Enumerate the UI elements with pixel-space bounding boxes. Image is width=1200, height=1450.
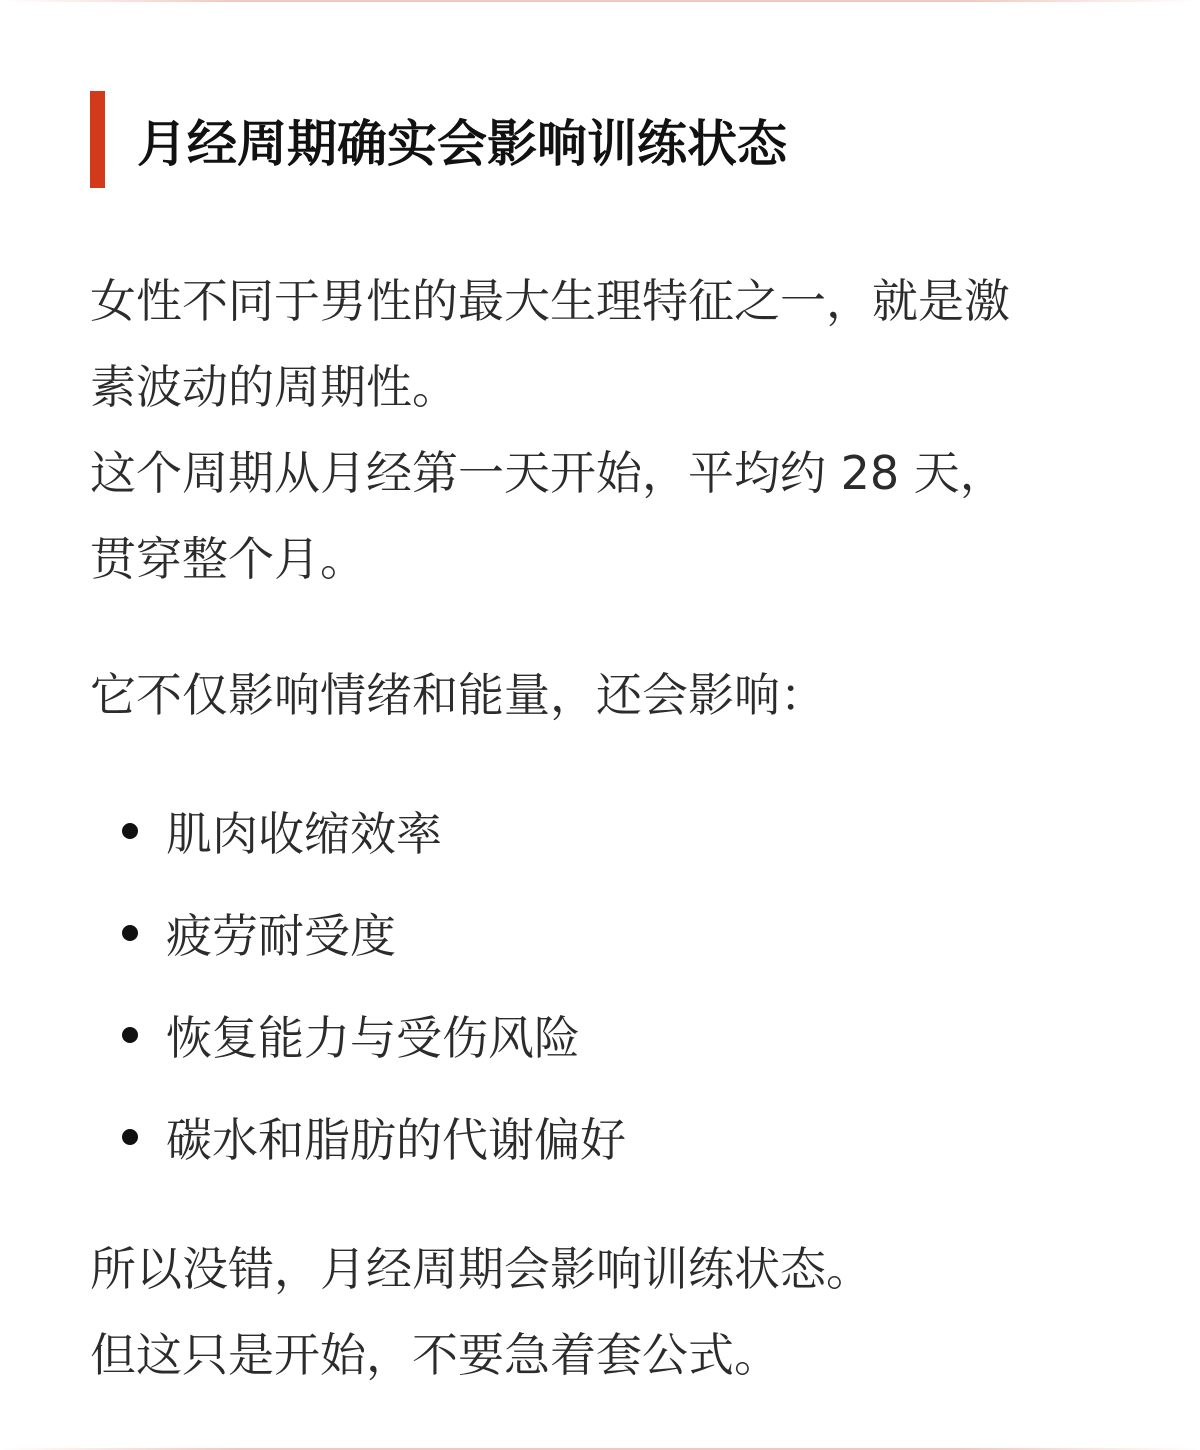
list-item	[118, 1086, 1098, 1188]
list-item	[118, 984, 1098, 1086]
effects-list	[118, 780, 1098, 1188]
list-item-text: 肌肉收缩效率	[166, 807, 442, 861]
paragraph-intro	[90, 258, 1110, 430]
top-divider	[0, 0, 1200, 2]
paragraph-effects-intro	[90, 652, 1110, 738]
heading-accent-bar	[90, 91, 105, 188]
section-heading	[90, 91, 1110, 188]
paragraph-line: 但这只是开始，不要急着套公式。	[90, 1328, 780, 1382]
paragraph-cycle	[90, 430, 1110, 602]
paragraph-line: 它不仅影响情绪和能量，还会影响：	[90, 668, 826, 722]
bullet-icon	[122, 925, 138, 941]
list-item-text: 疲劳耐受度	[166, 909, 396, 963]
paragraph-conclusion	[90, 1226, 1110, 1398]
bullet-icon	[122, 1027, 138, 1043]
heading-title: 月经周期确实会影响训练状态	[137, 114, 787, 173]
bullet-icon	[122, 1129, 138, 1145]
paragraph-line: 贯穿整个月。	[90, 532, 366, 586]
list-item-text: 碳水和脂肪的代谢偏好	[166, 1113, 626, 1167]
paragraph-line: 素波动的周期性。	[90, 360, 458, 414]
paragraph-line: 这个周期从月经第一天开始，平均约 28 天，	[90, 446, 1006, 500]
list-item	[118, 882, 1098, 984]
list-item	[118, 780, 1098, 882]
paragraph-line: 女性不同于男性的最大生理特征之一，就是激	[90, 274, 1010, 328]
list-item-text: 恢复能力与受伤风险	[166, 1011, 580, 1065]
paragraph-line: 所以没错，月经周期会影响训练状态。	[90, 1242, 872, 1296]
bullet-icon	[122, 823, 138, 839]
